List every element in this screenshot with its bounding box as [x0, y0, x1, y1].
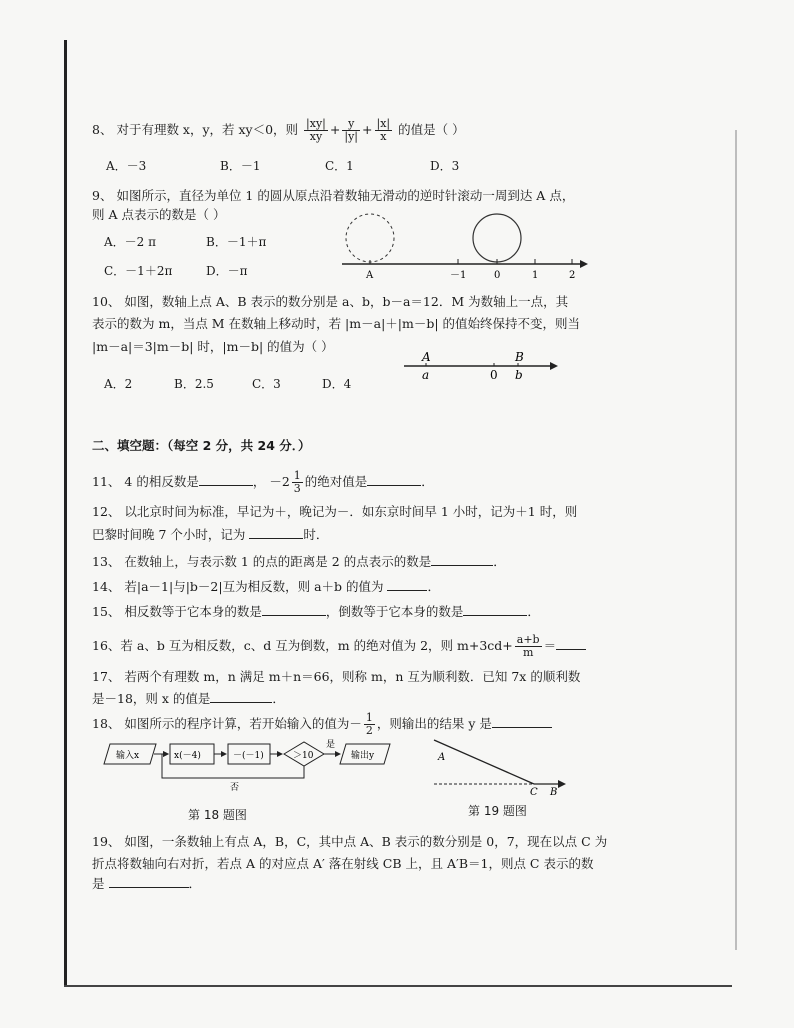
- input-label: 输入x: [116, 751, 140, 761]
- label-a: A: [438, 752, 446, 763]
- question-17-line2: 是－18，则 x 的值是 ．: [92, 691, 285, 706]
- fraction-x: $\frac{|x|}{x}$: [376, 117, 391, 143]
- question-16: 16、若 a、b 互为相反数，c、d 互为倒数，m 的绝对值为 2，则 m+3cd+ $\frac{a+b}{m}$ ＝: [92, 634, 586, 659]
- solid-circle: [473, 214, 521, 262]
- option-a[interactable]: A．－3: [106, 159, 147, 173]
- q19-figure: [426, 736, 576, 796]
- option-b[interactable]: B．2.5: [174, 377, 214, 391]
- arrow-right-icon: [558, 780, 566, 788]
- option-d[interactable]: D．3: [430, 159, 460, 173]
- option-c[interactable]: C．3: [252, 377, 281, 391]
- section-title: 二、填空题：（每空 2 分，共 24 分．）: [92, 438, 311, 453]
- question-12-line2: 巴黎时间晚 7 个小时，记为 时．: [92, 527, 329, 542]
- option-b[interactable]: B．－1: [220, 159, 261, 173]
- page-border-right: [735, 130, 737, 950]
- question-10-line3: |m－a|＝3|m－b| 时，|m－b| 的值为（ ）: [92, 339, 334, 354]
- question-14: 14、 若|a－1|与|b－2|互为相反数，则 a＋b 的值为 ．: [92, 579, 440, 594]
- answer-blank[interactable]: [109, 875, 189, 888]
- question-10-line2: 表示的数为 m，当点 M 在数轴上移动时，若 |m－a|＋|m－b| 的值始终保持不变，则当: [92, 316, 581, 331]
- option-d[interactable]: D．4: [322, 377, 352, 391]
- page-border-left: [64, 40, 67, 985]
- label-zero: 0: [490, 368, 498, 382]
- no-label: 否: [230, 783, 240, 793]
- q18-flowchart: [100, 736, 400, 806]
- folded-ray: [434, 740, 534, 784]
- option-a[interactable]: A．2: [104, 377, 133, 391]
- label-a: A: [366, 270, 374, 281]
- option-c[interactable]: C．－1＋2π: [104, 264, 173, 278]
- q9-number-line-figure: [340, 212, 590, 284]
- question-10: 10、 如图，数轴上点 A、B 表示的数分别是 a、b，b－a＝12．M 为数轴上一点，其: [92, 294, 569, 309]
- answer-blank[interactable]: [262, 603, 326, 616]
- label-c: C: [530, 787, 538, 796]
- tick-label-0: 0: [494, 270, 501, 281]
- fraction-one-half: $\frac{1}{2}$: [365, 711, 373, 737]
- question-18: 18、 如图所示的程序计算，若开始输入的值为－ $\frac{1}{2}$ ，则输出的结果 y 是: [92, 712, 552, 737]
- question-19-line3: 是 ．: [92, 876, 202, 891]
- question-19-line2: 折点将数轴向右对折，若点 A 的对应点 A′ 落在射线 CB 上，且 A′B＝1，则点 C 表示的数: [92, 856, 594, 871]
- question-number: 8、: [92, 122, 113, 137]
- output-label: 输出y: [351, 751, 375, 761]
- option-a[interactable]: A．－2 π: [104, 235, 157, 249]
- arrow-right-icon: [550, 362, 558, 370]
- arrow-right-icon: [580, 260, 588, 268]
- label-value-b: b: [515, 368, 523, 382]
- question-12: 12、 以北京时间为标准，早记为＋，晚记为－．如东京时间早 1 小时，记为＋1 时，则: [92, 504, 578, 519]
- label-b: B: [550, 787, 558, 796]
- question-text: 对于有理数 x，y，若 xy＜0，则: [116, 122, 299, 137]
- question-19: 19、 如图，一条数轴上有点 A，B，C，其中点 A、B 表示的数分别是 0，7，现在以点 C 为: [92, 834, 608, 849]
- dashed-circle: [346, 214, 394, 262]
- question-15: 15、 相反数等于它本身的数是 ，倒数等于它本身的数是 ．: [92, 604, 540, 619]
- answer-blank[interactable]: [367, 473, 421, 486]
- question-11: 11、 4 的相反数是 ， －2 $\frac{1}{3}$ 的绝对值是 ．: [92, 469, 434, 495]
- yes-label: 是: [326, 740, 336, 750]
- subtract-label: －(－1): [233, 751, 264, 761]
- answer-blank[interactable]: [199, 473, 253, 486]
- question-9-line2: 则 A 点表示的数是（ ）: [92, 207, 226, 222]
- tick-label-1: 1: [532, 270, 539, 281]
- fraction-a-plus-b-over-m: $\frac{a+b}{m}$: [516, 633, 540, 659]
- question-17: 17、 若两个有理数 m，n 满足 m＋n＝66，则称 m，n 互为顺利数．已知 7x 的顺利数: [92, 669, 581, 684]
- fraction-y: $\frac{y}{|y|}$: [344, 117, 359, 143]
- tick-label-2: 2: [569, 270, 576, 281]
- answer-blank[interactable]: [463, 603, 527, 616]
- question-9: 9、 如图所示，直径为单位 1 的圆从原点沿着数轴无滑动的逆时针滚动一周到达 A 点，: [92, 188, 575, 203]
- multiply-label: x(－4): [174, 751, 201, 761]
- question-8: 8、 对于有理数 x，y，若 xy＜0，则 $\frac{|xy|}{xy}$ + $\frac{y}{|y|}$ + $\frac{|x|}{x}$ 的值是（ ）: [92, 117, 465, 143]
- answer-blank[interactable]: [249, 526, 303, 539]
- question-13: 13、 在数轴上，与表示数 1 的点的距离是 2 的点表示的数是 ．: [92, 554, 506, 569]
- label-point-b: B: [515, 350, 524, 364]
- label-value-a: a: [422, 368, 430, 382]
- question-text: 的值是（ ）: [398, 122, 465, 137]
- option-d[interactable]: D．－π: [206, 264, 248, 278]
- tick-label-neg1: －1: [450, 270, 467, 281]
- label-point-a: A: [422, 350, 431, 364]
- fraction-one-third: $\frac{1}{3}$: [293, 469, 301, 495]
- figure-18-caption: 第 18 题图: [188, 808, 247, 822]
- answer-blank[interactable]: [492, 715, 552, 728]
- answer-blank[interactable]: [210, 690, 272, 703]
- option-c[interactable]: C．1: [325, 159, 354, 173]
- bleed-through-text: [450, 118, 461, 134]
- q10-number-line-figure: [400, 348, 560, 384]
- fraction-xy: $\frac{|xy|}{xy}$: [306, 117, 326, 143]
- answer-blank[interactable]: [556, 637, 586, 650]
- answer-blank[interactable]: [431, 553, 493, 566]
- page-border-bottom: [64, 985, 732, 987]
- condition-label: ＞10: [293, 751, 314, 761]
- figure-19-caption: 第 19 题图: [468, 804, 527, 818]
- answer-blank[interactable]: [387, 578, 427, 591]
- option-b[interactable]: B．－1＋π: [206, 235, 267, 249]
